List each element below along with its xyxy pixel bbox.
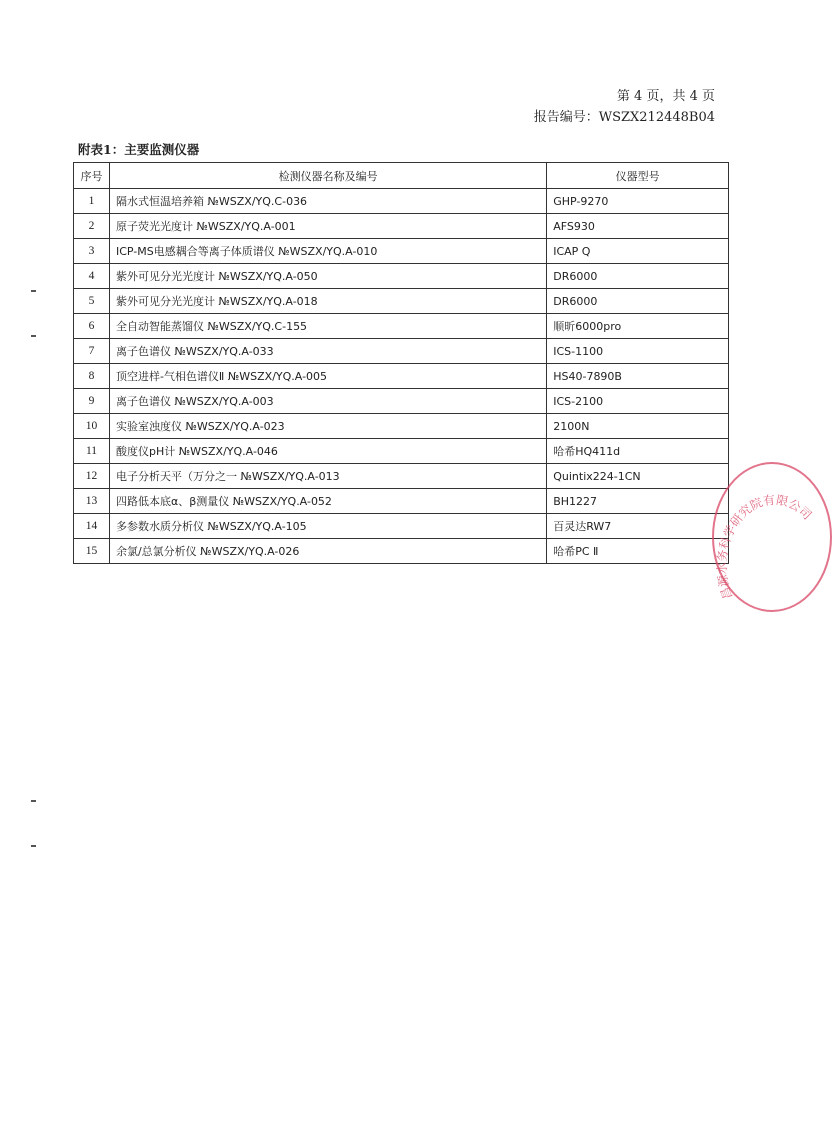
table-row [74,189,729,214]
table-caption: 附表1：主要监测仪器 [78,142,200,157]
seal-graphic [714,464,834,614]
cell-serial: 12 [74,464,110,489]
cell-model: 哈希PC Ⅱ [547,539,729,564]
table-row [74,314,729,339]
table-row [74,339,729,364]
cell-instrument-name: 离子色谱仪 №WSZX/YQ.A-003 [109,389,546,414]
header-instrument-name: 检测仪器名称及编号 [109,163,546,189]
cell-instrument-name: 原子荧光光度计 №WSZX/YQ.A-001 [109,214,546,239]
cell-instrument-name: 多参数水质分析仪 №WSZX/YQ.A-105 [109,514,546,539]
header-model: 仪器型号 [547,163,729,189]
header-serial: 序号 [74,163,110,189]
cell-model: 顺昕6000pro [547,314,729,339]
cell-serial: 3 [74,239,110,264]
table-row [74,214,729,239]
cell-serial: 2 [74,214,110,239]
cell-serial: 14 [74,514,110,539]
cell-model: ICS-1100 [547,339,729,364]
cell-model: BH1227 [547,489,729,514]
cell-serial: 9 [74,389,110,414]
cell-model: ICAP Q [547,239,729,264]
table-row [74,239,729,264]
svg-text:昌源水务科学研究院有限公司: 昌源水务科学研究院有限公司 [714,492,815,602]
cell-serial: 8 [74,364,110,389]
cell-serial: 6 [74,314,110,339]
table-row [74,264,729,289]
cell-model: Quintix224-1CN [547,464,729,489]
company-seal [712,462,832,612]
cell-model: ICS-2100 [547,389,729,414]
margin-mark [31,800,36,802]
cell-serial: 5 [74,289,110,314]
cell-model: DR6000 [547,264,729,289]
report-number: 报告编号：WSZX212448B04 [533,110,715,125]
table-body [74,189,729,564]
table-row [74,389,729,414]
table-row [74,514,729,539]
cell-instrument-name: 实验室浊度仪 №WSZX/YQ.A-023 [109,414,546,439]
cell-model: HS40-7890B [547,364,729,389]
table-row [74,464,729,489]
cell-instrument-name: 四路低本底α、β测量仪 №WSZX/YQ.A-052 [109,489,546,514]
cell-model: 哈希HQ411d [547,439,729,464]
cell-model: 2100N [547,414,729,439]
cell-instrument-name: 离子色谱仪 №WSZX/YQ.A-033 [109,339,546,364]
cell-serial: 1 [74,189,110,214]
page-number: 第 4 页，共 4 页 [616,89,715,104]
page-header [534,86,715,128]
cell-model: AFS930 [547,214,729,239]
instrument-table [73,162,729,564]
cell-instrument-name: 隔水式恒温培养箱 №WSZX/YQ.C-036 [109,189,546,214]
cell-serial: 7 [74,339,110,364]
cell-serial: 11 [74,439,110,464]
table-row [74,414,729,439]
table-row [74,364,729,389]
cell-instrument-name: 余氯/总氯分析仪 №WSZX/YQ.A-026 [109,539,546,564]
cell-instrument-name: ICP-MS电感耦合等离子体质谱仪 №WSZX/YQ.A-010 [109,239,546,264]
cell-model: 百灵达RW7 [547,514,729,539]
cell-instrument-name: 酸度仪pH计 №WSZX/YQ.A-046 [109,439,546,464]
margin-mark [31,290,36,292]
margin-mark [31,845,36,847]
cell-serial: 4 [74,264,110,289]
margin-mark [31,335,36,337]
cell-instrument-name: 紫外可见分光光度计 №WSZX/YQ.A-050 [109,264,546,289]
cell-serial: 13 [74,489,110,514]
table-row [74,439,729,464]
cell-instrument-name: 电子分析天平（万分之一 №WSZX/YQ.A-013 [109,464,546,489]
cell-serial: 15 [74,539,110,564]
cell-instrument-name: 顶空进样-气相色谱仪Ⅱ №WSZX/YQ.A-005 [109,364,546,389]
cell-model: GHP-9270 [547,189,729,214]
cell-instrument-name: 紫外可见分光光度计 №WSZX/YQ.A-018 [109,289,546,314]
cell-model: DR6000 [547,289,729,314]
table-row [74,539,729,564]
cell-serial: 10 [74,414,110,439]
table-row [74,289,729,314]
table-row [74,489,729,514]
cell-instrument-name: 全自动智能蒸馏仪 №WSZX/YQ.C-155 [109,314,546,339]
table-header-row [74,163,729,189]
